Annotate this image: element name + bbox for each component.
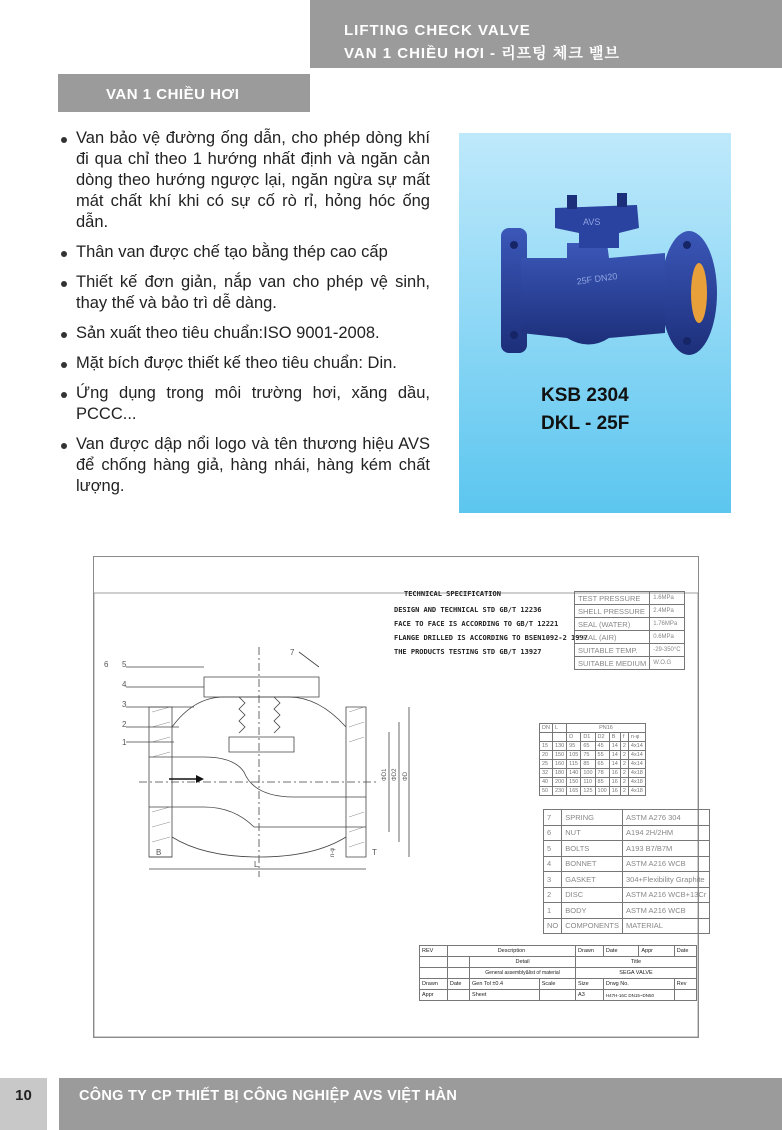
dim-header: f	[620, 733, 628, 742]
page-footer	[0, 1078, 782, 1130]
test-label: SUITABLE MEDIUM	[575, 657, 650, 670]
spec-title: TECHNICAL SPECIFICATION	[404, 590, 501, 598]
spec-block	[394, 590, 588, 656]
dim-header: DN	[540, 724, 553, 733]
test-pressure-table	[574, 591, 685, 670]
pipe-bore	[691, 263, 707, 323]
test-label: SEAL (AIR)	[575, 631, 650, 644]
label-d1: ΦD1	[382, 768, 388, 781]
company-name: CÔNG TY CP THIẾT BỊ CÔNG NGHIỆP AVS VIỆT HÀN	[59, 1078, 782, 1130]
page-header	[310, 0, 782, 68]
header-title-en: LIFTING CHECK VALVE	[344, 22, 531, 39]
table-row: 4 BONNET ASTM A216 WCB	[544, 856, 710, 872]
part-number: 1	[122, 738, 127, 747]
feature-list	[58, 128, 430, 506]
spring-section	[239, 697, 245, 733]
label-b: B	[156, 848, 162, 857]
table-row: 6 NUT A194 2H/2HM	[544, 825, 710, 841]
table-row	[575, 657, 685, 670]
dim-header: D1	[581, 733, 595, 742]
table-row: 7 SPRING ASTM A276 304	[544, 810, 710, 826]
dim-header: B	[609, 733, 620, 742]
label-nphi: n-φ	[330, 847, 336, 857]
header-title-multi: VAN 1 CHIỀU HƠI - 리프팅 체크 밸브	[344, 45, 620, 62]
bill-of-materials	[543, 809, 710, 934]
table-row: General assembly&list of material SEGA VALVE	[420, 968, 697, 979]
table-row	[575, 592, 685, 605]
table-row: 50 230 165 125 100 16 2 4x18	[540, 787, 646, 796]
spring-section-right	[274, 697, 280, 733]
spec-line: FLANGE DRILLED IS ACCORDING TO BSEN1092-2 1997	[394, 634, 588, 642]
test-value: W.O.G	[650, 657, 684, 670]
spec-line: FACE TO FACE IS ACCORDING TO GB/T 12221	[394, 620, 559, 628]
product-code-1: KSB 2304	[541, 385, 629, 406]
table-row: 1 BODY ASTM A216 WCB	[544, 903, 710, 919]
table-row: Drawn Date Gen Tol ±0.4 Scale Size Drwg No. Rev	[420, 979, 697, 990]
table-row	[540, 724, 646, 733]
valve-illustration	[459, 133, 731, 383]
test-value: 2.4MPa	[650, 605, 684, 618]
table-row	[575, 605, 685, 618]
bonnet-bolt	[567, 195, 577, 209]
section-title: VAN 1 CHIỀU HƠI	[58, 74, 310, 112]
part-number: 7	[290, 648, 295, 657]
disc-section	[229, 737, 294, 752]
label-d: ΦD	[403, 771, 409, 781]
flow-passage-lower	[149, 807, 366, 827]
title-block	[419, 945, 697, 1001]
feature-item: Thân van được chế tạo bằng thép cao cấp	[58, 242, 430, 263]
table-row: 3 GASKET 304+Flexibility Graphite	[544, 872, 710, 888]
test-label: TEST PRESSURE	[575, 592, 650, 605]
table-row: 2 DISC ASTM A216 WCB+13Cr	[544, 887, 710, 903]
part-number: 4	[122, 680, 127, 689]
part-number: 6	[104, 660, 109, 669]
table-row: 25 160 115 85 65 14 2 4x14	[540, 760, 646, 769]
feature-item: Thiết kế đơn giản, nắp van cho phép vệ sinh, thay thế và bảo trì dễ dàng.	[58, 272, 430, 314]
table-row: 40 200 150 110 85 16 2 4x18	[540, 778, 646, 787]
test-label: SUITABLE TEMP.	[575, 644, 650, 657]
feature-item: Van bảo vệ đường ống dẫn, cho phép dòng khí đi qua chỉ theo 1 hướng nhất định và ngăn cản dòng theo hướng ngược lại, ngăn ngừa sự mất mát chất khí khi có sự cố rò rỉ, hỏng hóc ống dẫn.	[58, 128, 430, 233]
dim-group: PN16	[567, 724, 646, 733]
valve-body	[521, 243, 665, 345]
flange-bolt	[683, 241, 691, 249]
test-label: SEAL (WATER)	[575, 618, 650, 631]
hatching	[152, 707, 364, 847]
test-label: SHELL PRESSURE	[575, 605, 650, 618]
dim-header: D	[567, 733, 581, 742]
table-row	[575, 631, 685, 644]
flow-passage	[149, 757, 366, 797]
flange-bolt	[510, 331, 518, 339]
table-row: 5 BOLTS A193 B7/B7M	[544, 841, 710, 857]
bonnet-section	[204, 677, 319, 697]
table-row: NO COMPONENTS MATERIAL	[544, 918, 710, 934]
right-flange	[661, 231, 717, 355]
part-number: 5	[122, 660, 127, 669]
table-row: Detail Title	[420, 957, 697, 968]
label-d2: ΦD2	[392, 768, 398, 781]
test-value: 0.6MPa	[650, 631, 684, 644]
feature-item: Mặt bích được thiết kế theo tiêu chuẩn: Din.	[58, 353, 430, 374]
label-l: L	[254, 860, 259, 869]
label-t: T	[372, 848, 377, 857]
part-number: 2	[122, 720, 127, 729]
product-photo	[459, 133, 731, 513]
table-row	[575, 644, 685, 657]
part-number: 3	[122, 700, 127, 709]
test-value: 1.6MPa	[650, 592, 684, 605]
dim-header: L	[552, 724, 566, 733]
spec-line: DESIGN AND TECHNICAL STD GB/T 12236	[394, 606, 542, 614]
page-number: 10	[0, 1078, 47, 1130]
flange-bolt	[510, 241, 518, 249]
table-row: 32 180 140 100 78 16 2 4x18	[540, 769, 646, 778]
feature-item: Sản xuất theo tiêu chuẩn:ISO 9001-2008.	[58, 323, 430, 344]
dimension-table	[539, 723, 646, 796]
dim-header: n-φ	[628, 733, 645, 742]
table-row: 15 130 95 65 45 14 2 4x14	[540, 742, 646, 751]
casting-marks: 25F DN20	[576, 271, 619, 287]
table-row: 20 150 105 75 55 14 2 4x14	[540, 751, 646, 760]
spec-line: THE PRODUCTS TESTING STD GB/T 13927	[394, 648, 542, 656]
flange-bolt	[683, 337, 691, 345]
table-row: REV Description Drawn Date Appr Date	[420, 946, 697, 957]
technical-drawing	[93, 556, 707, 1038]
test-value: -29-350°C	[650, 644, 684, 657]
dim-header: D2	[595, 733, 609, 742]
feature-item: Van được dập nổi logo và tên thương hiệu AVS để chống hàng giả, hàng nhái, hàng kém chất lượng.	[58, 434, 430, 497]
test-value: 1.76MPa	[650, 618, 684, 631]
product-code-2: DKL - 25F	[541, 413, 630, 434]
feature-item: Ứng dụng trong môi trường hơi, xăng dầu, PCCC...	[58, 383, 430, 425]
bonnet-bolt	[617, 193, 627, 207]
table-row	[540, 733, 646, 742]
casting-logo: AVS	[583, 217, 601, 227]
table-row: Appr Sheet A3 H47H-16C DN15~DN50	[420, 990, 697, 1001]
table-row	[575, 618, 685, 631]
